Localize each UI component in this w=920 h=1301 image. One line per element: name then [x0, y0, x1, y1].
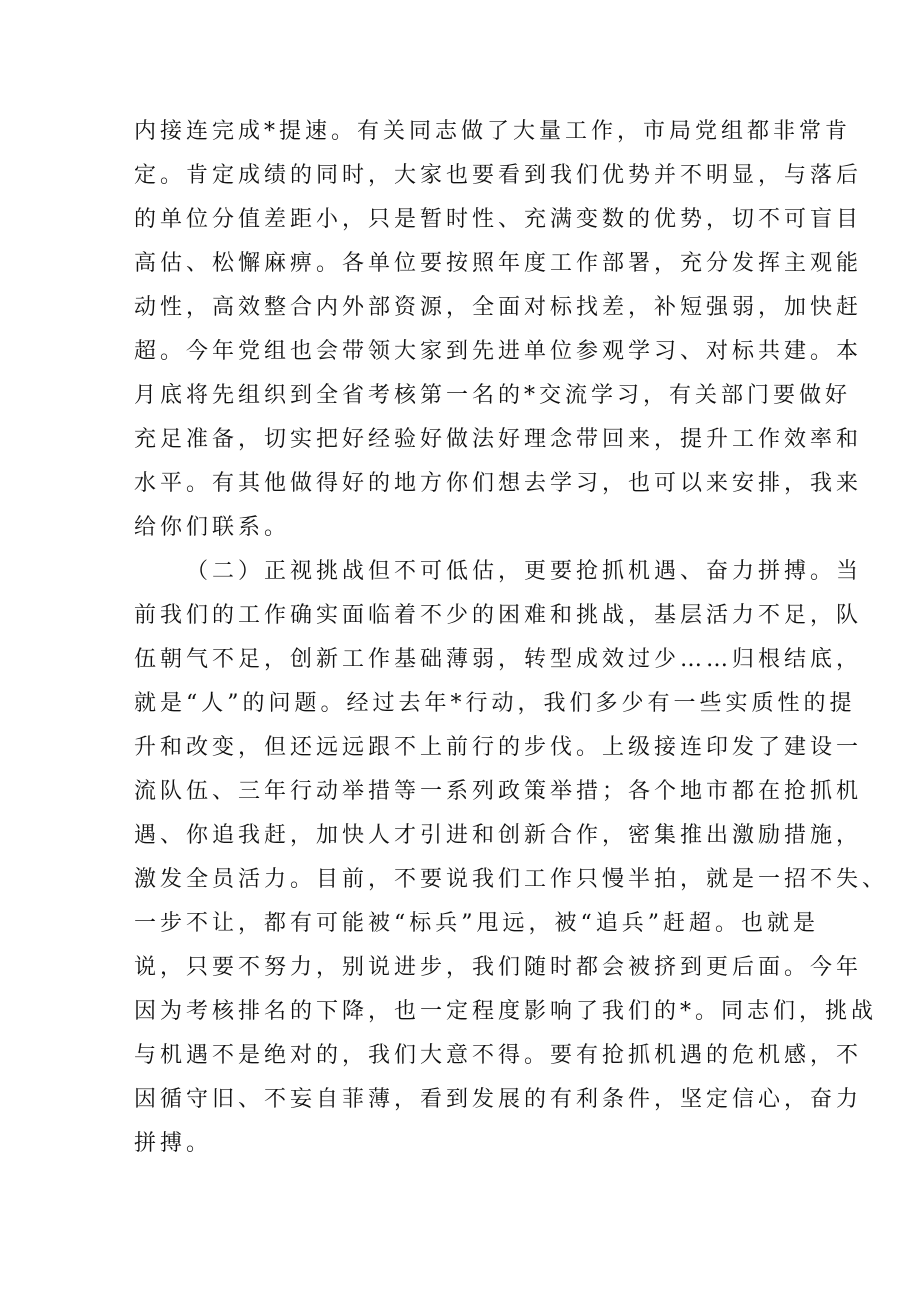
text-line: 高估、松懈麻痹。各单位要按照年度工作部署，充分发挥主观能: [134, 251, 863, 276]
text-line: 伍朝气不足，创新工作基础薄弱，转型成效过少……归根结底，: [134, 647, 863, 672]
text-line: 流队伍、三年行动举措等一系列政策举措；各个地市都在抢抓机: [134, 779, 863, 804]
text-line: 遇、你追我赶，加快人才引进和创新合作，密集推出激励措施，: [134, 823, 863, 848]
text-line: 前我们的工作确实面临着不少的困难和挑战，基层活力不足，队: [134, 603, 863, 628]
text-line: 因为考核排名的下降，也一定程度影响了我们的*。同志们，挑战: [134, 999, 878, 1024]
paragraph-2: [134, 550, 889, 1166]
text-line: 内接连完成*提速。有关同志做了大量工作，市局党组都非常肯: [134, 119, 852, 144]
text-line: 的单位分值差距小，只是暂时性、充满变数的优势，切不可盲目: [134, 207, 863, 232]
text-line: 定。肯定成绩的同时，大家也要看到我们优势并不明显，与落后: [134, 163, 863, 188]
text-line: 动性，高效整合内外部资源，全面对标找差，补短强弱，加快赶: [134, 295, 863, 320]
text-line: 水平。有其他做得好的地方你们想去学习，也可以来安排，我来: [134, 471, 863, 496]
text-line: 一步不让，都有可能被“标兵”甩远，被“追兵”赶超。也就是: [134, 911, 819, 936]
section-heading-line: （二）正视挑战但不可低估，更要抢抓机遇、奋力拼搏。当: [186, 559, 863, 584]
text-line: 充足准备，切实把好经验好做法好理念带回来，提升工作效率和: [134, 427, 863, 452]
text-line: 激发全员活力。目前，不要说我们工作只慢半拍，就是一招不失、: [134, 867, 889, 892]
paragraph-1: [134, 110, 863, 550]
text-line: 超。今年党组也会带领大家到先进单位参观学习、对标共建。本: [134, 339, 863, 364]
document-body: [134, 110, 889, 1166]
text-line: 给你们联系。: [134, 515, 291, 540]
text-line: 就是“人”的问题。经过去年*行动，我们多少有一些实质性的提: [134, 691, 856, 716]
text-line: 拼搏。: [134, 1131, 213, 1156]
text-line: 升和改变，但还远远跟不上前行的步伐。上级接连印发了建设一: [134, 735, 863, 760]
text-line: 月底将先组织到全省考核第一名的*交流学习，有关部门要做好: [134, 383, 852, 408]
text-line: 因循守旧、不妄自菲薄，看到发展的有利条件，坚定信心，奋力: [134, 1087, 863, 1112]
text-line: 与机遇不是绝对的，我们大意不得。要有抢抓机遇的危机感，不: [134, 1043, 863, 1068]
text-line: 说，只要不努力，别说进步，我们随时都会被挤到更后面。今年: [134, 955, 863, 980]
